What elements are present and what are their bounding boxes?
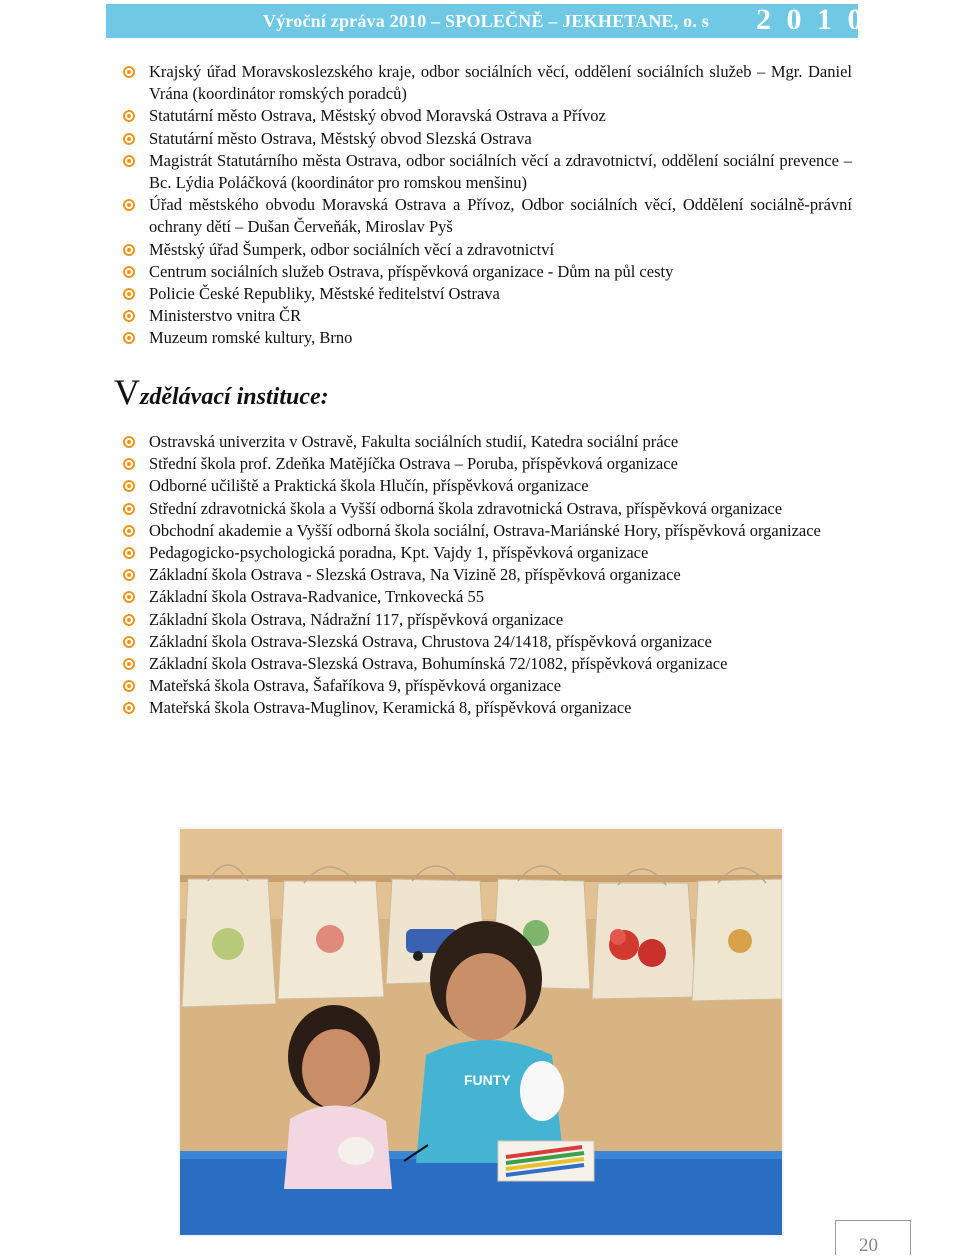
shirt-text: FUNTY: [464, 1072, 511, 1088]
list-item-text: Policie České Republiky, Městské ředitelství Ostrava: [149, 284, 500, 304]
list-item: [122, 564, 852, 586]
bullet-icon: [123, 66, 135, 78]
bullet-icon: [123, 680, 135, 692]
bullet-icon: [123, 525, 135, 537]
list-item-text: Magistrát Statutárního města Ostrava, odbor sociálních věcí a zdravotnictví, oddělení sociální prevence – Bc. Lýdia Poláčková (koordinátor pro romskou menšinu): [149, 150, 852, 193]
bullet-icon: [123, 288, 135, 300]
list-item-text: Odborné učiliště a Praktická škola Hlučín, příspěvková organizace: [149, 476, 589, 496]
list-item-text: Základní škola Ostrava-Radvanice, Trnkovecká 55: [149, 587, 484, 607]
list-item-text: Mateřská škola Ostrava-Muglinov, Keramická 8, příspěvková organizace: [149, 698, 632, 718]
list-item: [122, 327, 852, 349]
list-item-text: Základní škola Ostrava-Slezská Ostrava, Chrustova 24/1418, příspěvková organizace: [149, 631, 712, 651]
bullet-icon: [123, 310, 135, 322]
list-item: [122, 520, 852, 542]
list-item: [122, 283, 852, 305]
bullet-icon: [123, 480, 135, 492]
institution-list: [122, 431, 852, 720]
list-item-text: Základní škola Ostrava-Slezská Ostrava, Bohumínská 72/1082, příspěvková organizace: [149, 654, 728, 674]
page-header: [106, 3, 867, 38]
list-item-text: Mateřská škola Ostrava, Šafaříkova 9, příspěvková organizace: [149, 676, 562, 696]
list-item: [122, 675, 852, 697]
page-number: 20: [859, 1235, 878, 1256]
list-item: [122, 105, 852, 127]
list-item-text: Střední škola prof. Zdeňka Matějíčka Ostrava – Poruba, příspěvková organizace: [149, 454, 678, 474]
bullet-icon: [123, 436, 135, 448]
page-number-box: [835, 1220, 911, 1255]
bullet-icon: [123, 591, 135, 603]
list-item: [122, 61, 852, 105]
list-item: [122, 586, 852, 608]
list-item: [122, 542, 852, 564]
list-item: [122, 431, 852, 453]
list-item-text: Střední zdravotnická škola a Vyšší odborná škola zdravotnická Ostrava, příspěvková organizace: [149, 498, 783, 518]
bullet-icon: [123, 547, 135, 559]
children-photo: [178, 827, 784, 1237]
list-item-text: Ostravská univerzita v Ostravě, Fakulta sociálních studií, Katedra sociální práce: [149, 432, 679, 451]
bullet-icon: [123, 133, 135, 145]
list-item: [122, 498, 852, 520]
bullet-icon: [123, 458, 135, 470]
list-item-text: Městský úřad Šumperk, odbor sociálních věcí a zdravotnictví: [149, 239, 555, 259]
list-item-text: Statutární město Ostrava, Městský obvod Slezská Ostrava: [149, 128, 532, 148]
list-item-text: Základní škola Ostrava, Nádražní 117, příspěvková organizace: [149, 609, 564, 629]
list-item: [122, 697, 852, 719]
section-heading-rest: zdělávací instituce:: [140, 384, 329, 410]
list-item: [122, 609, 852, 631]
list-item-text: Základní škola Ostrava - Slezská Ostrava, Na Vizině 28, příspěvková organizace: [149, 565, 681, 585]
list-item-text: Statutární město Ostrava, Městský obvod Moravská Ostrava a Přívoz: [149, 106, 606, 126]
list-item-text: Pedagogicko-psychologická poradna, Kpt. Vajdy 1, příspěvková organizace: [149, 543, 649, 563]
bullet-icon: [123, 332, 135, 344]
list-item: [122, 128, 852, 150]
list-item: [122, 453, 852, 475]
section-heading: [114, 371, 329, 413]
header-title: Výroční zpráva 2010 – SPOLEČNĚ – JEKHETANE, o. s: [263, 11, 709, 31]
list-item-text: Ministerstvo vnitra ČR: [149, 306, 302, 326]
bullet-icon: [123, 569, 135, 581]
list-item: [122, 239, 852, 261]
bullet-icon: [123, 658, 135, 670]
bullet-icon: [123, 636, 135, 648]
section-heading-initial: V: [114, 372, 140, 412]
bullet-icon: [123, 199, 135, 211]
partner-list: [122, 61, 852, 350]
list-item-text: Obchodní akademie a Vyšší odborná škola sociální, Ostrava-Mariánské Hory, příspěvková organizace: [149, 520, 821, 540]
header-year: 2 0 1 0: [756, 3, 867, 36]
bullet-icon: [123, 110, 135, 122]
list-item: [122, 475, 852, 497]
bullet-icon: [123, 503, 135, 515]
list-item-text: Krajský úřad Moravskoslezského kraje, odbor sociálních věcí, oddělení sociálních služeb – Mgr. Daniel Vrána (koordinátor romských poradců): [149, 62, 852, 104]
list-item: [122, 261, 852, 283]
bullet-icon: [123, 614, 135, 626]
bullet-icon: [123, 155, 135, 167]
list-item: [122, 631, 852, 653]
bullet-icon: [123, 244, 135, 256]
list-item: [122, 305, 852, 327]
list-item-text: Centrum sociálních služeb Ostrava, příspěvková organizace - Dům na půl cesty: [149, 261, 674, 281]
list-item-text: Muzeum romské kultury, Brno: [149, 328, 353, 348]
list-item: [122, 150, 852, 194]
bullet-icon: [123, 266, 135, 278]
bullet-icon: [123, 702, 135, 714]
list-item: [122, 194, 852, 238]
list-item: [122, 653, 852, 675]
list-item-text: Úřad městského obvodu Moravská Ostrava a Přívoz, Odbor sociálních věcí, Oddělení sociálně-právní ochrany dětí – Dušan Červeňák, Miroslav Pyš: [149, 195, 852, 237]
